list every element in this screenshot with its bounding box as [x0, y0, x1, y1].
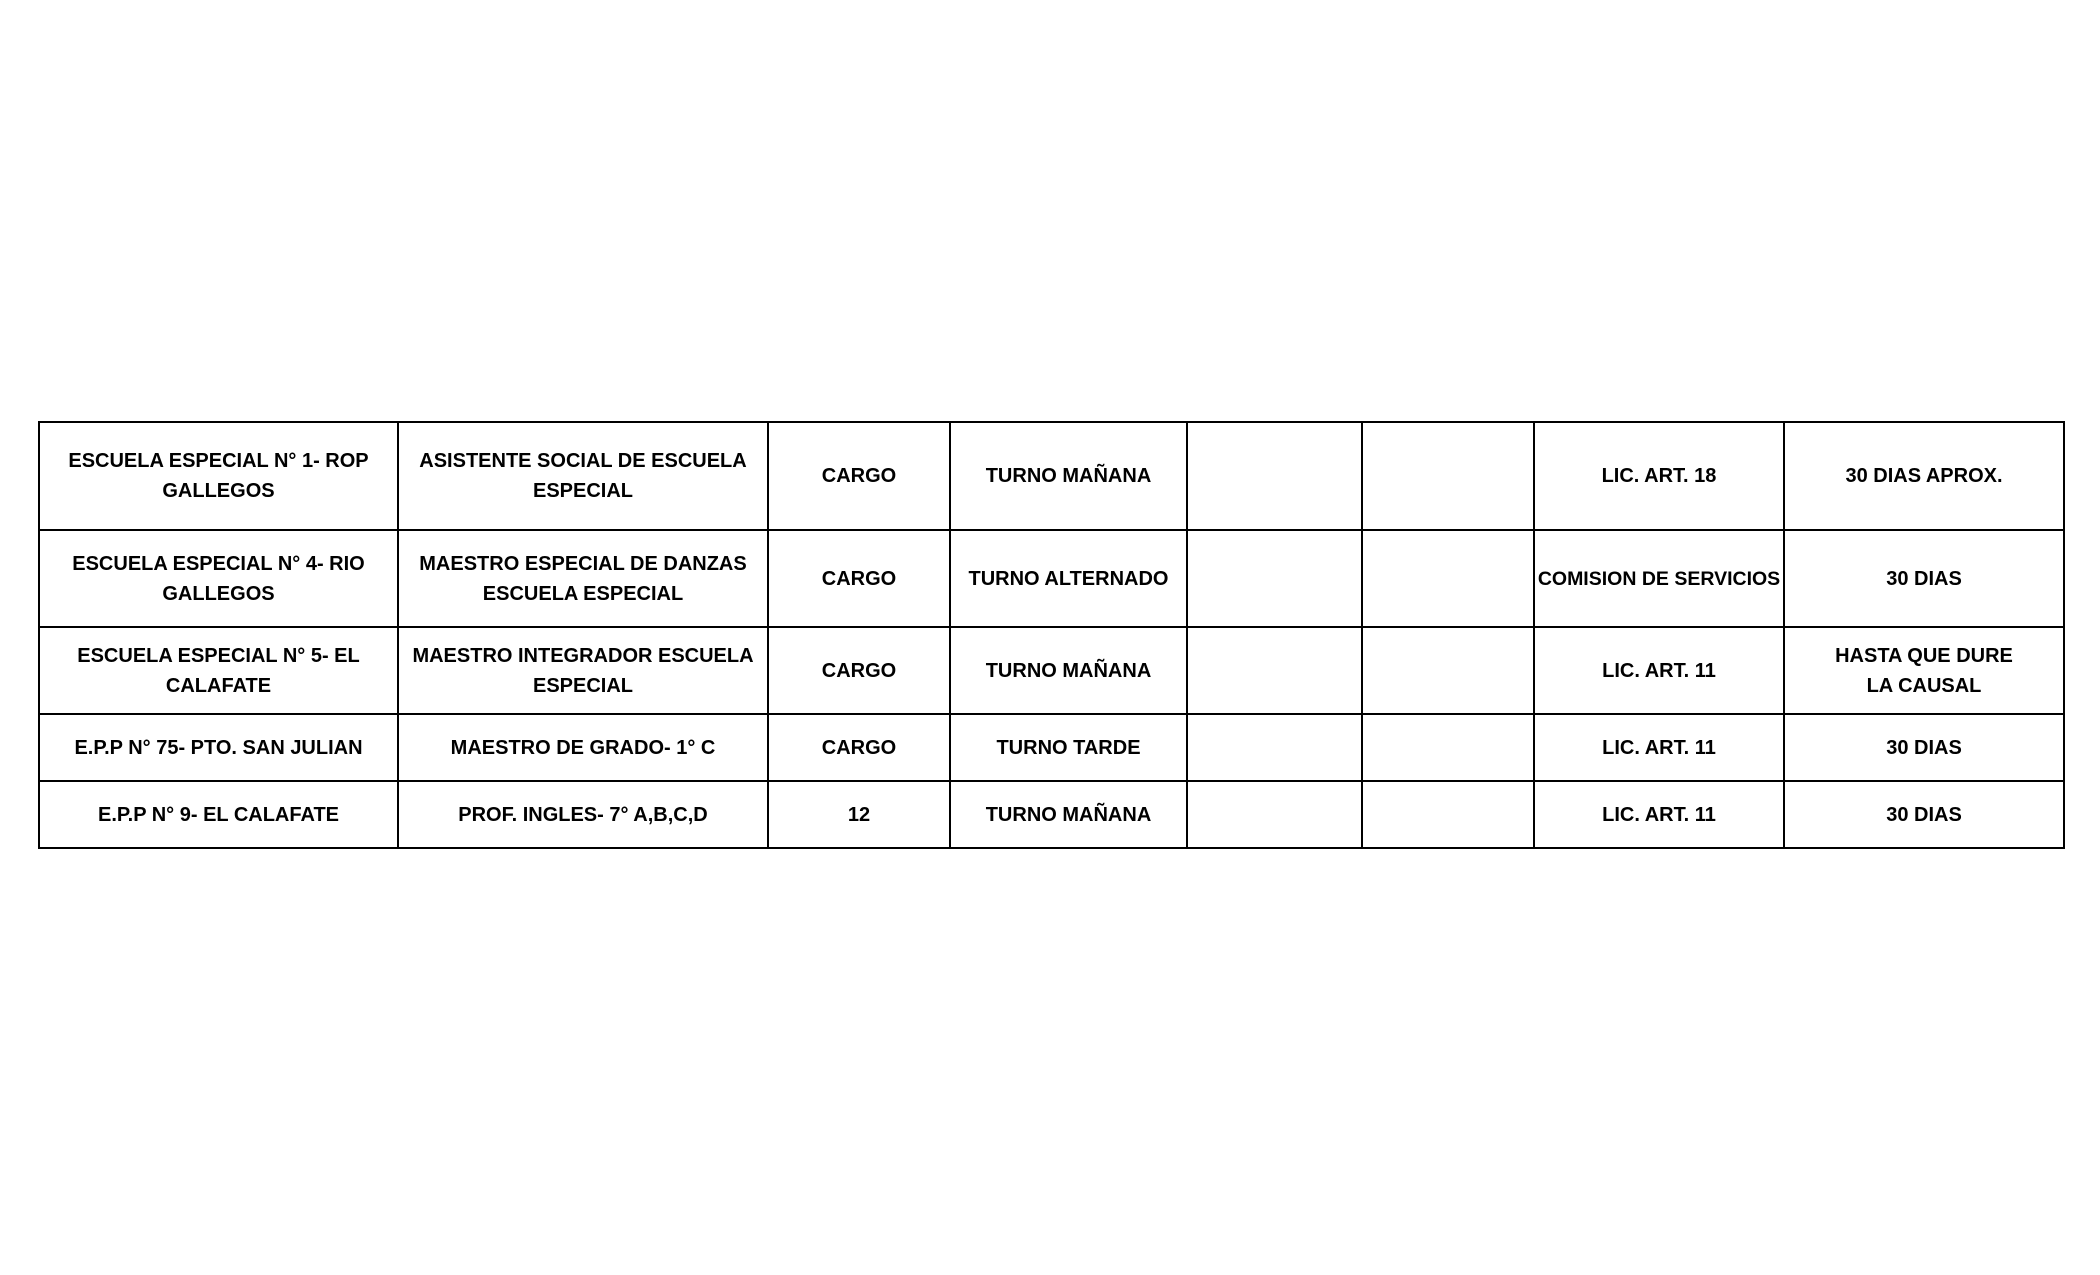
duration-cell: 30 DIAS	[1784, 530, 2064, 627]
empty-cell	[1187, 627, 1362, 714]
empty-cell	[1187, 781, 1362, 848]
empty-cell	[1187, 714, 1362, 781]
duration-cell: 30 DIAS	[1784, 781, 2064, 848]
duration-cell: 30 DIAS	[1784, 714, 2064, 781]
duration-cell: 30 DIAS APROX.	[1784, 422, 2064, 530]
shift-cell: TURNO MAÑANA	[950, 781, 1187, 848]
empty-cell	[1362, 714, 1534, 781]
school-cell: ESCUELA ESPECIAL N° 4- RIO GALLEGOS	[39, 530, 398, 627]
shift-cell: TURNO MAÑANA	[950, 627, 1187, 714]
position-cell: MAESTRO ESPECIAL DE DANZAS ESCUELA ESPECIAL	[398, 530, 768, 627]
position-cell: MAESTRO DE GRADO- 1° C	[398, 714, 768, 781]
empty-cell	[1187, 530, 1362, 627]
cause-cell: LIC. ART. 11	[1534, 714, 1784, 781]
position-cell: PROF. INGLES- 7° A,B,C,D	[398, 781, 768, 848]
hours-cell: CARGO	[768, 714, 950, 781]
cause-cell: LIC. ART. 11	[1534, 781, 1784, 848]
shift-cell: TURNO TARDE	[950, 714, 1187, 781]
vacancies-table	[38, 421, 2065, 849]
duration-cell: HASTA QUE DURE LA CAUSAL	[1784, 627, 2064, 714]
school-cell: ESCUELA ESPECIAL N° 5- EL CALAFATE	[39, 627, 398, 714]
empty-cell	[1362, 422, 1534, 530]
table-row	[39, 627, 2064, 714]
empty-cell	[1362, 627, 1534, 714]
table-row	[39, 530, 2064, 627]
position-cell: MAESTRO INTEGRADOR ESCUELA ESPECIAL	[398, 627, 768, 714]
hours-cell: 12	[768, 781, 950, 848]
school-cell: ESCUELA ESPECIAL N° 1- ROP GALLEGOS	[39, 422, 398, 530]
empty-cell	[1187, 422, 1362, 530]
school-cell: E.P.P N° 9- EL CALAFATE	[39, 781, 398, 848]
table-row	[39, 714, 2064, 781]
cause-cell: LIC. ART. 11	[1534, 627, 1784, 714]
hours-cell: CARGO	[768, 422, 950, 530]
shift-cell: TURNO ALTERNADO	[950, 530, 1187, 627]
hours-cell: CARGO	[768, 627, 950, 714]
school-cell: E.P.P N° 75- PTO. SAN JULIAN	[39, 714, 398, 781]
table-row	[39, 422, 2064, 530]
cause-cell: COMISION DE SERVICIOS	[1534, 530, 1784, 627]
empty-cell	[1362, 781, 1534, 848]
table-row	[39, 781, 2064, 848]
position-cell: ASISTENTE SOCIAL DE ESCUELA ESPECIAL	[398, 422, 768, 530]
cause-cell: LIC. ART. 18	[1534, 422, 1784, 530]
shift-cell: TURNO MAÑANA	[950, 422, 1187, 530]
hours-cell: CARGO	[768, 530, 950, 627]
empty-cell	[1362, 530, 1534, 627]
